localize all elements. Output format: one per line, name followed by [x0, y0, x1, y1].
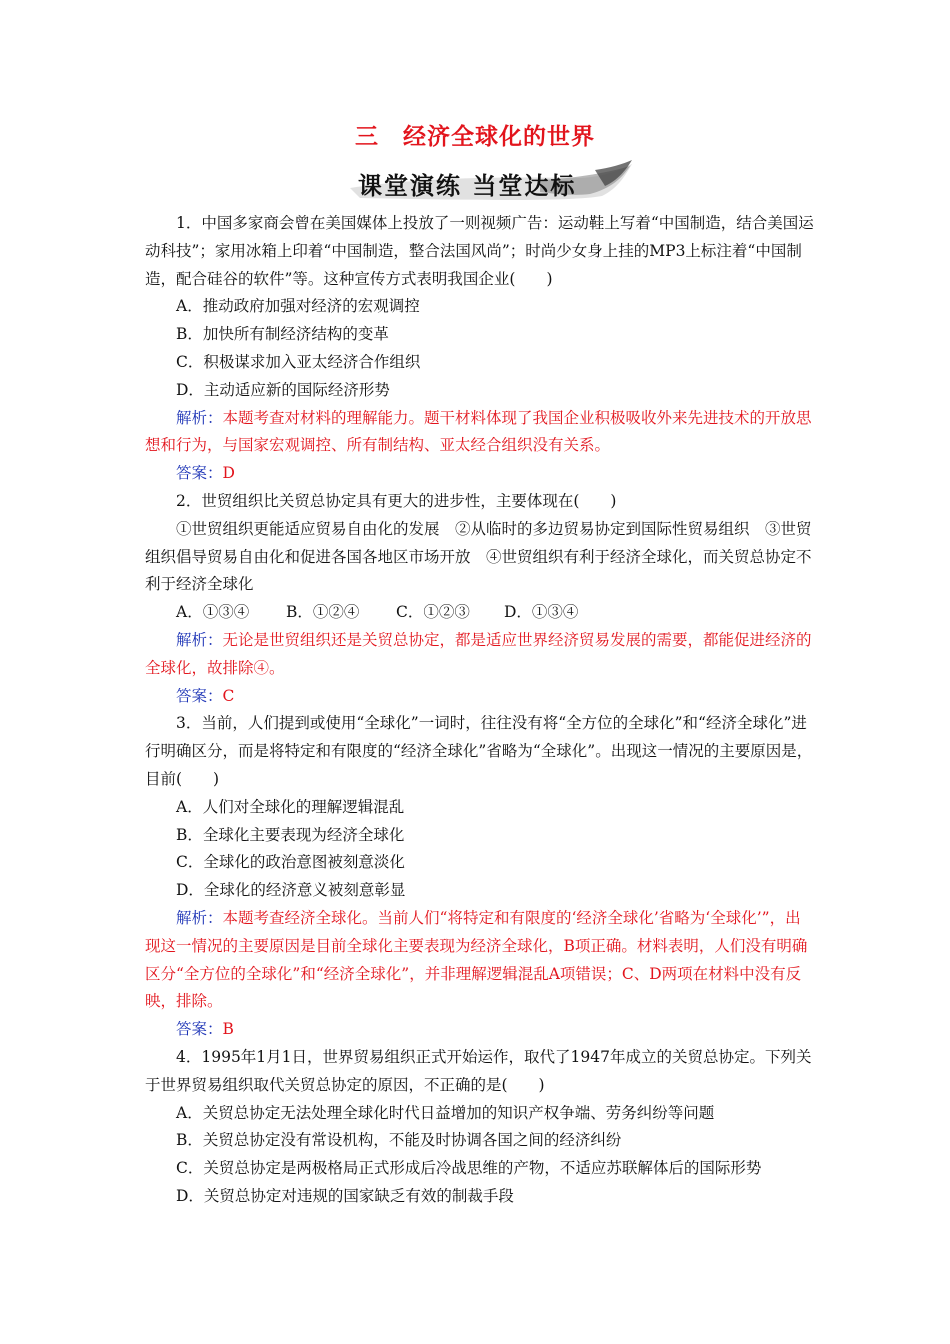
question-2-answer: [145, 683, 815, 711]
analysis-label: 解析：: [176, 908, 223, 927]
answer-label: 答案：: [176, 464, 223, 483]
answer-value: D: [222, 464, 235, 483]
question-2-analysis: [145, 627, 815, 683]
answer-label: 答案：: [176, 1020, 223, 1039]
question-4-stem: 4．1995年1月1日，世界贸易组织正式开始运作，取代了1947年成立的关贸总协定。下列关于世界贸易组织取代关贸总协定的原因，不正确的是( ): [145, 1047, 812, 1094]
question-2-choice-a: A．①③④: [176, 603, 250, 622]
question-1-analysis: [145, 405, 815, 461]
analysis-text: 本题考查对材料的理解能力。题干材料体现了我国企业积极吸收外来先进技术的开放思想和行为，与国家宏观调控、所有制结构、亚太经合组织没有关系。: [145, 408, 812, 455]
question-1-answer: [145, 460, 815, 488]
analysis-label: 解析：: [176, 408, 223, 427]
question-1-option-c: C．积极谋求加入亚太经济合作组织: [176, 352, 421, 371]
question-4-option-d: D．关贸总协定对违规的国家缺乏有效的制裁手段: [176, 1186, 514, 1205]
question-3-option-d: D．全球化的经济意义被刻意彰显: [176, 881, 406, 900]
question-1-option-b: B．加快所有制经济结构的变革: [176, 325, 389, 344]
question-1-stem: 1．中国多家商会曾在美国媒体上投放了一则视频广告：运动鞋上写着“中国制造，结合美国运动科技”；家用冰箱上印着“中国制造，整合法国风尚”；时尚少女身上挂的MP3上标注着“中国制造，配合硅谷的软件”等。这种宣传方式表明我国企业( ): [145, 214, 814, 288]
question-2-choice-c: C．①②③: [396, 603, 470, 622]
question-2-choice-b: B．①②④: [286, 603, 360, 622]
banner-text: 课堂演练 当堂达标: [358, 172, 577, 200]
question-3-option-c: C．全球化的政治意图被刻意淡化: [176, 853, 405, 872]
page-title: 三 经济全球化的世界: [355, 124, 595, 150]
question-2-choices: [145, 599, 815, 627]
question-3-answer: [145, 1016, 815, 1044]
question-1-option-d: D．主动适应新的国际经济形势: [176, 380, 390, 399]
question-3-option-a: A．人们对全球化的理解逻辑混乱: [176, 797, 405, 816]
question-4-option-b: B．关贸总协定没有常设机构，不能及时协调各国之间的经济纠纷: [176, 1131, 622, 1150]
question-3-option-b: B．全球化主要表现为经济全球化: [176, 825, 405, 844]
question-1-option-a: A．推动政府加强对经济的宏观调控: [176, 297, 420, 316]
answer-label: 答案：: [176, 686, 223, 705]
answer-value: B: [222, 1020, 234, 1039]
analysis-text: 无论是世贸组织还是关贸总协定，都是适应世界经济贸易发展的需要，都能促进经济的全球化，故排除④。: [145, 630, 812, 677]
question-2-items: ①世贸组织更能适应贸易自由化的发展 ②从临时的多边贸易协定到国际性贸易组织 ③世贸组织倡导贸易自由化和促进各国各地区市场开放 ④世贸组织有利于经济全球化，而关贸总协定不利于经济全球化: [145, 519, 812, 594]
question-4-option-a: A．关贸总协定无法处理全球化时代日益增加的知识产权争端、劳务纠纷等问题: [176, 1103, 715, 1122]
question-3-analysis: [145, 905, 815, 1016]
question-2-stem: 2．世贸组织比关贸总协定具有更大的进步性，主要体现在( ): [176, 491, 617, 510]
question-3-stem: 3．当前，人们提到或使用“全球化”一词时，往往没有将“全方位的全球化”和“经济全球化”进行明确区分，而是将特定和有限度的“经济全球化”省略为“全球化”。出现这一情况的主要原因是，目前( ): [145, 714, 813, 788]
question-2-choice-d: D．①③④: [504, 603, 579, 622]
answer-value: C: [222, 686, 235, 705]
question-4-option-c: C．关贸总协定是两极格局正式形成后冷战思维的产物，不适应苏联解体后的国际形势: [176, 1159, 762, 1178]
question-list: [145, 210, 815, 1211]
analysis-label: 解析：: [176, 630, 223, 649]
analysis-text: 本题考查经济全球化。当前人们“将特定和有限度的‘经济全球化’省略为‘全球化’”，出现这一情况的主要原因是目前全球化主要表现为经济全球化，B项正确。材料表明，人们没有明确区分“全方位的全球化”和“经济全球化”，并非理解逻辑混乱A项错误；C、D两项在材料中没有反映，排除。: [145, 908, 808, 1011]
section-banner: [340, 158, 640, 208]
